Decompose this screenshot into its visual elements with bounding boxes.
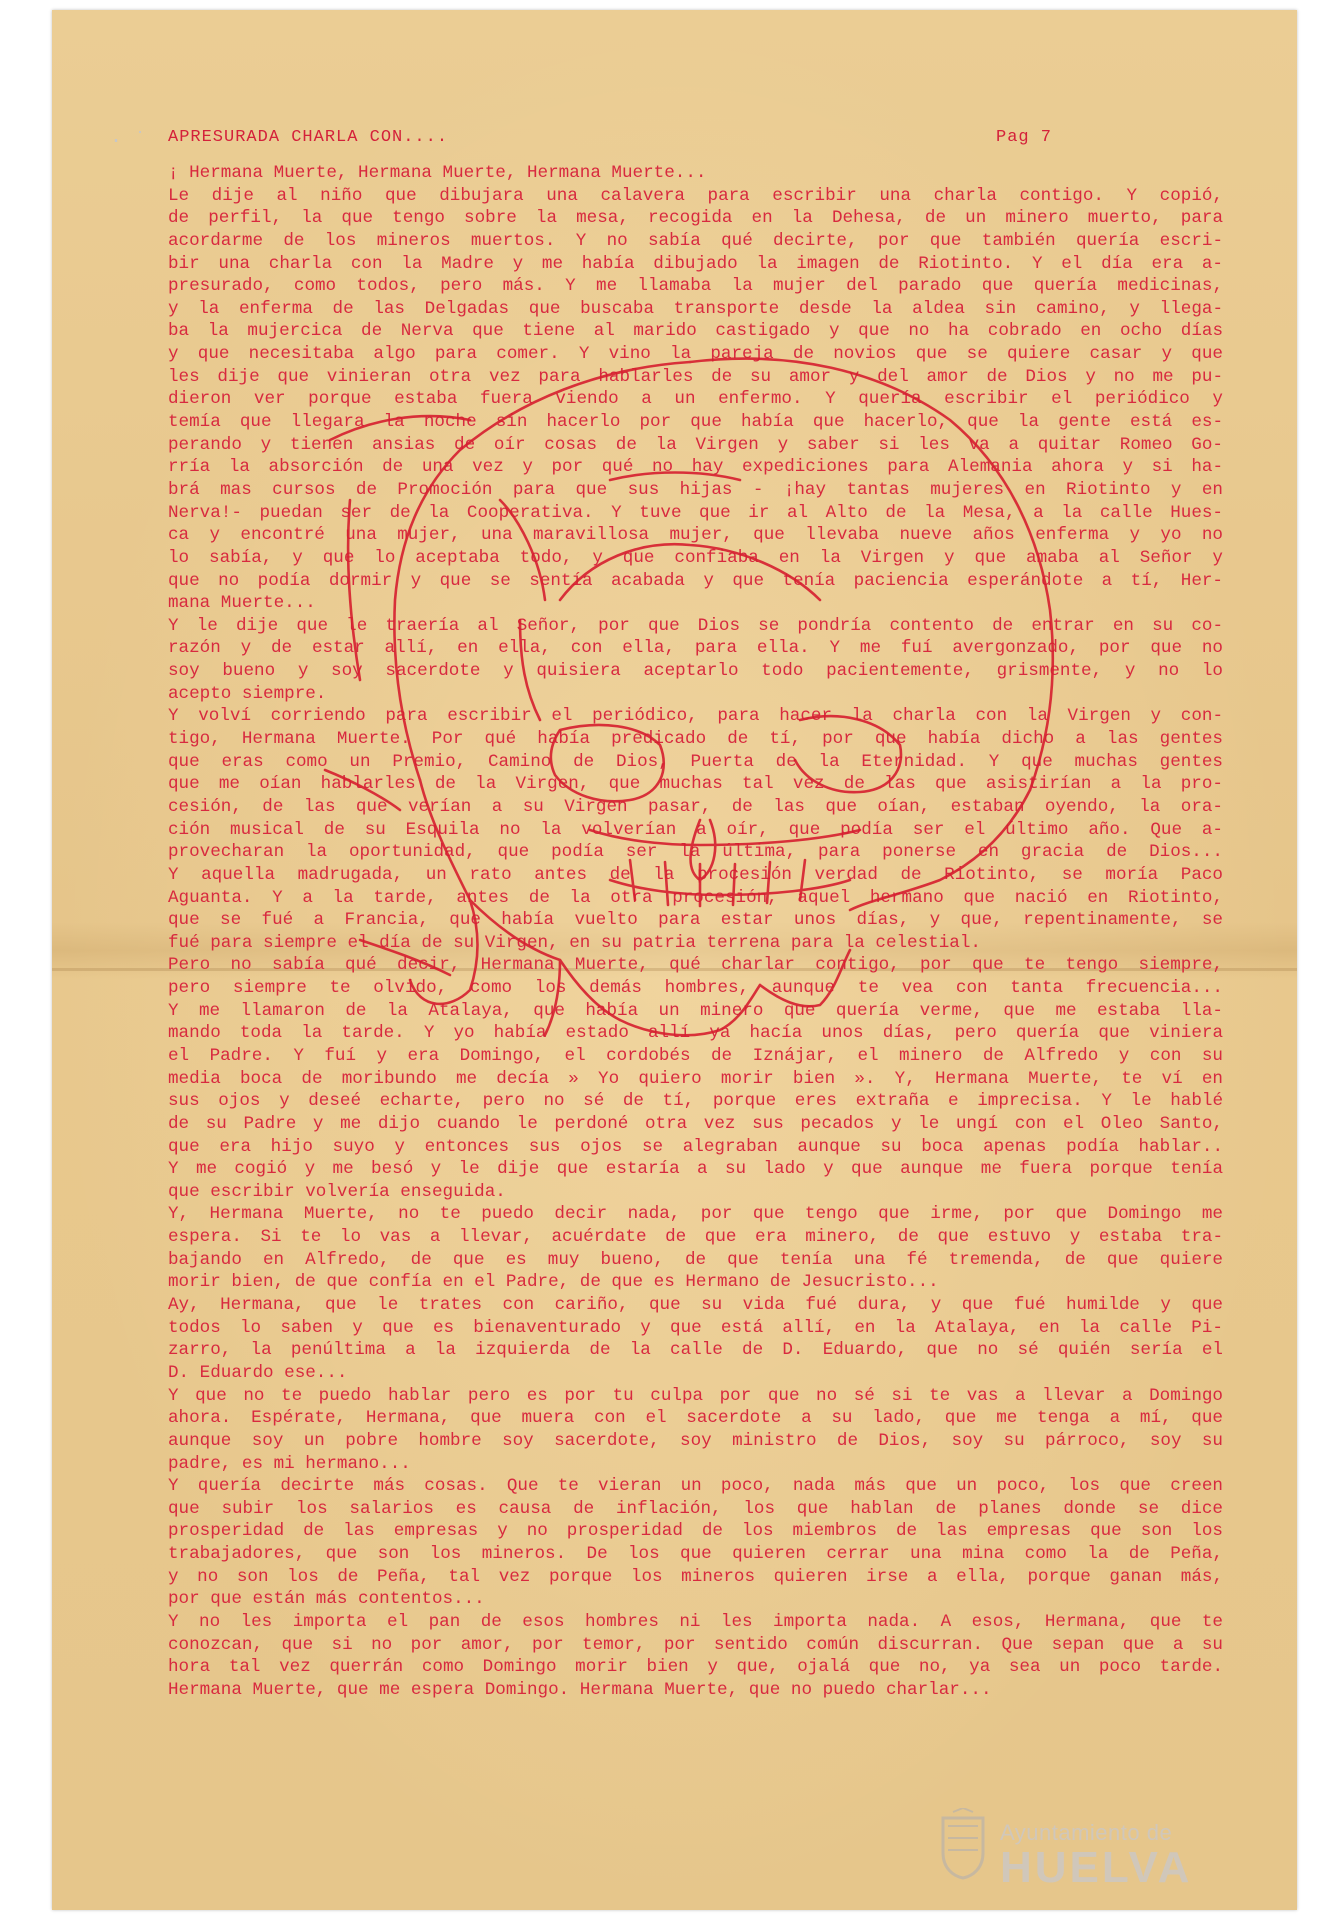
text-line: rría la absorción de una vez y por qué no hay expediciones para Alemania ahora y si ha- [168,457,1223,478]
text-line: Le dije al niño que dibujara una calavera para escribir una charla contigo. Y copió, [168,185,1223,206]
document-title: APRESURADA CHARLA CON.... [168,128,449,147]
text-line: bajando en Alfredo, de que es muy bueno, de que tenía una fé tremenda, de que quiere [168,1249,1223,1270]
text-line: lo sabía, y que lo aceptaba todo, y que confiaba en la Virgen y que amaba al Señor y [168,547,1223,568]
text-line: media boca de moribundo me decía » Yo quiero morir bien ». Y, Hermana Muerte, te ví en [168,1068,1223,1089]
text-line: Hermana Muerte, que me espera Domingo. Hermana Muerte, que no puedo charlar... [168,1679,992,1700]
text-line: Ay, Hermana, que le trates con cariño, que su vida fué dura, y que fué humilde y que [168,1295,1223,1316]
text-line: de su Padre y me dijo cuando le perdoné otra vez sus pecados y le ungí con el Oleo Santo, [168,1113,1223,1134]
text-line: padre, es mi hermano... [168,1453,411,1474]
text-line: D. Eduardo ese... [168,1362,348,1383]
archive-watermark [1000,1820,1280,1890]
text-line: Y me llamaron de la Atalaya, que había un minero que quería verme, que me estaba lla- [168,1000,1223,1021]
text-line: acordarme de los mineros muertos. Y no sabía qué decirte, por que también quería escri- [168,230,1223,251]
municipal-seal-watermark [938,1808,988,1880]
paper-specks: · ˙ [110,130,147,153]
document-header [168,128,1223,154]
text-line: que me oían hablarles de la Virgen, que muchas tal vez de las que asistirían a la pro- [168,774,1223,795]
text-line: Y aquella madrugada, un rato antes de la procesión verdad de Riotinto, se moría Paco [168,864,1223,885]
text-line: razón y de estar allí, en ella, con ella, para ella. Y me fuí avergonzado, por que no [168,638,1223,659]
text-line: soy bueno y soy sacerdote y quisiera aceptarlo todo pacientemente, grismente, y no lo [168,661,1223,682]
text-line: y que necesitaba algo para comer. Y vino la pareja de novios que se quiere casar y que [168,344,1223,365]
text-line: aunque soy un pobre hombre soy sacerdote, soy ministro de Dios, soy su párroco, soy su [168,1430,1223,1451]
text-line: que subir los salarios es causa de inflación, los que hablan de planes donde se dice [168,1498,1223,1519]
text-line: de perfil, la que tengo sobre la mesa, recogida en la Dehesa, de un minero muerto, para [168,208,1223,229]
text-line: ba la mujercica de Nerva que tiene al marido castigado y que no ha cobrado en ocho días [168,321,1223,342]
text-line: y la enferma de las Delgadas que buscaba transporte desde la aldea sin camino, y llega- [168,298,1223,319]
text-line: bir una charla con la Madre y me había dibujado la imagen de Riotinto. Y el día era a- [168,253,1223,274]
text-line: pero siempre te olvido, como los demás hombres, aunque te vea con tanta frecuencia... [168,978,1223,999]
text-line: ahora. Espérate, Hermana, que muera con el sacerdote a su lado, que me tenga a mí, que [168,1408,1223,1429]
text-line: que no podía dormir y que se sentía acabada y que tenía paciencia esperándote a tí, Her- [168,570,1223,591]
text-line: conozcan, que si no por amor, por temor, por sentido común discurran. Que sepan que a su [168,1634,1223,1655]
text-line: perando y tienen ansias de oír cosas de la Virgen y saber si les va a quitar Romeo Go- [168,434,1223,455]
text-line: Nerva!- puedan ser de la Cooperativa. Y tuve que ir al Alto de la Mesa, a la calle Hues- [168,502,1223,523]
text-line: que escribir volvería enseguida. [168,1181,506,1202]
text-line: por que están más contentos... [168,1589,485,1610]
text-line: trabajadores, que son los mineros. De los que quieren cerrar una mina como la de Peña, [168,1544,1223,1565]
text-line: ca y encontré una mujer, una maravillosa mujer, que llevaba nueve años enferma y yo no [168,525,1223,546]
watermark-line-1: Ayuntamiento de [1000,1820,1173,1845]
text-line: presurado, como todos, pero más. Y me llamaba la mujer del parado que quería medicinas, [168,276,1223,297]
text-line: sus ojos y deseé echarte, pero no sé de tí, porque eres extraña e imprecisa. Y le hablé [168,1091,1223,1112]
text-line: tigo, Hermana Muerte. Por qué había predicado de tí, por que había dicho a las gentes [168,729,1223,750]
page-number: Pag 7 [996,128,1053,147]
text-line: temía que llegara la noche sin hacerlo por que había que hacerlo, que la gente está es- [168,412,1223,433]
text-line: mana Muerte... [168,593,316,614]
text-line: Y no les importa el pan de esos hombres ni les importa nada. A esos, Hermana, que te [168,1612,1223,1632]
text-line: fué para siempre el día de su Virgen, en su patria terrena para la celestial. [168,932,981,953]
typed-letter-body [168,162,1223,1702]
text-line: Y que no te puedo hablar pero es por tu culpa por que no sé si te vas a llevar a Domingo [168,1385,1223,1406]
text-line: hora tal vez querrán como Domingo morir bien y que, ojalá que no, ya sea un poco tarde. [168,1657,1223,1678]
text-line: todos lo saben y que es bienaventurado y que está allí, en la Atalaya, en la calle Pi- [168,1317,1223,1338]
text-line: brá mas cursos de Promoción para que sus hijas - ¡hay tantas mujeres en Riotinto y en [168,479,1223,500]
text-line: prosperidad de las empresas y no prosperidad de los miembros de las empresas que son los [168,1521,1223,1542]
text-line: mando toda la tarde. Y yo había estado allí ya hacía unos días, pero quería que viniera [168,1023,1223,1044]
text-line: provecharan la oportunidad, que podía ser la última, para ponerse en gracia de Dios... [168,842,1223,863]
text-line: morir bien, de que confía en el Padre, de que es Hermano de Jesucristo... [168,1272,939,1293]
text-line: Y me cogió y me besó y le dije que estaría a su lado y que aunque me fuera porque tenía [168,1159,1223,1180]
text-line: les dije que vinieran otra vez para hablarles de su amor y del amor de Dios y no me pu- [168,366,1223,387]
text-line: Aguanta. Y a la tarde, antes de la otra procesión, aquel hermano que nació en Riotinto, [168,887,1223,908]
text-line: Y volví corriendo para escribir el periódico, para hacer la charla con la Virgen y con- [168,706,1223,727]
text-line: y no son los de Peña, tal vez porque los mineros quieren irse a ella, porque ganan más, [168,1566,1223,1587]
text-line: Y, Hermana Muerte, no te puedo decir nada, por que tengo que irme, por que Domingo me [168,1204,1223,1225]
text-line: que era hijo suyo y entonces sus ojos se alegraban aunque su boca apenas podía hablar.. [168,1136,1223,1157]
text-line: Pero no sabía qué decir, Hermana Muerte, qué charlar contigo, por que te tengo siempre, [168,955,1223,976]
text-line: dieron ver porque estaba fuera viendo a un enfermo. Y quería escribir el periódico y [168,389,1223,410]
text-line: ¡ Hermana Muerte, Hermana Muerte, Hermana Muerte... [168,163,707,183]
text-line: el Padre. Y fuí y era Domingo, el cordobés de Iznájar, el minero de Alfredo y con su [168,1045,1223,1066]
text-line: acepto siempre. [168,683,327,704]
text-line: ción musical de su Esquila no la volverían a oír, que podía ser el último año. Que a- [168,819,1223,840]
text-line: espera. Si te lo vas a llevar, acuérdate de que era minero, de que estuvo y estaba tra- [168,1227,1223,1248]
text-line: zarro, la penúltima a la izquierda de la calle de D. Eduardo, que no sé quién sería el [168,1340,1223,1361]
text-line: que se fué a Francia, que había vuelto para estar unos días, y que, repentinamente, se [168,910,1223,931]
watermark-line-2: HUELVA [1000,1843,1193,1892]
text-line: Y quería decirte más cosas. Que te vieran un poco, nada más que un poco, los que creen [168,1476,1223,1497]
text-line: cesión, de las que verían a su Virgen pasar, de las que oían, estaban oyendo, la ora- [168,796,1223,817]
text-line: que eras como un Premio, Camino de Dios, Puerta de la Eternidad. Y que muchas gentes [168,751,1223,772]
text-line: Y le dije que le traería al Señor, por que Dios se pondría contento de entrar en su co- [168,615,1223,636]
